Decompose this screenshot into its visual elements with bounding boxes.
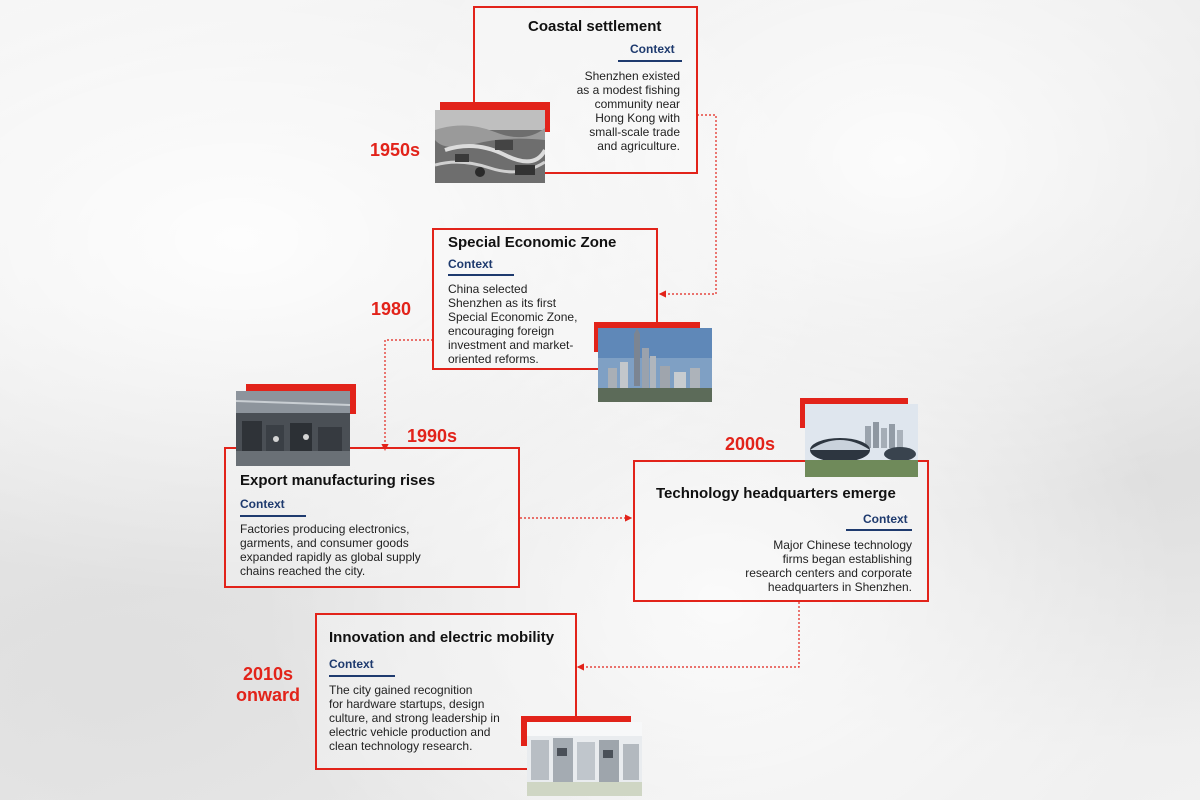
context-label: Context <box>630 42 675 56</box>
photo-accent-1950s <box>440 102 550 110</box>
connector-2000s-to-2010s <box>578 602 799 667</box>
milestone-description: China selected Shenzhen as its first Special Economic Zone, encouraging foreign investment and market- oriented reforms. <box>448 282 578 366</box>
milestone-description: Shenzhen existed as a modest fishing community near Hong Kong with small-scale trade and agriculture. <box>576 69 680 153</box>
context-underline <box>846 529 912 531</box>
context-label: Context <box>863 512 908 526</box>
milestone-title: Innovation and electric mobility <box>329 629 555 646</box>
milestone-title: Coastal settlement <box>528 18 662 35</box>
milestone-title: Technology headquarters emerge <box>656 485 896 502</box>
year-label: 1980 <box>371 299 412 319</box>
milestone-description: The city gained recognition for hardware startups, design culture, and strong leadership in electric vehicle production and clean technology research. <box>329 683 500 753</box>
context-label: Context <box>329 657 374 671</box>
context-label: Context <box>448 257 493 271</box>
fishing-village-aerial-photo <box>435 110 545 183</box>
milestone-title: Special Economic Zone <box>448 234 617 251</box>
context-underline <box>618 60 682 62</box>
year-label: 1990s <box>407 426 458 446</box>
city-skyline-photo <box>598 328 712 402</box>
context-label: Context <box>240 497 285 511</box>
year-label: 2000s <box>725 434 776 454</box>
context-underline <box>448 274 514 276</box>
context-underline <box>240 515 306 517</box>
assembly-line-photo <box>527 722 642 796</box>
year-label: 2010s onward <box>235 664 300 705</box>
context-underline <box>329 675 395 677</box>
convention-center-photo <box>805 404 918 477</box>
milestone-title: Export manufacturing rises <box>240 472 436 489</box>
factory-floor-photo <box>236 391 350 466</box>
milestone-description: Factories producing electronics, garments, and consumer goods expanded rapidly as global supply chains reached the city. <box>240 522 421 578</box>
milestone-description: Major Chinese technology firms began establishing research centers and corporate headquarters in Shenzhen. <box>745 538 912 594</box>
year-label: 1950s <box>370 140 421 160</box>
